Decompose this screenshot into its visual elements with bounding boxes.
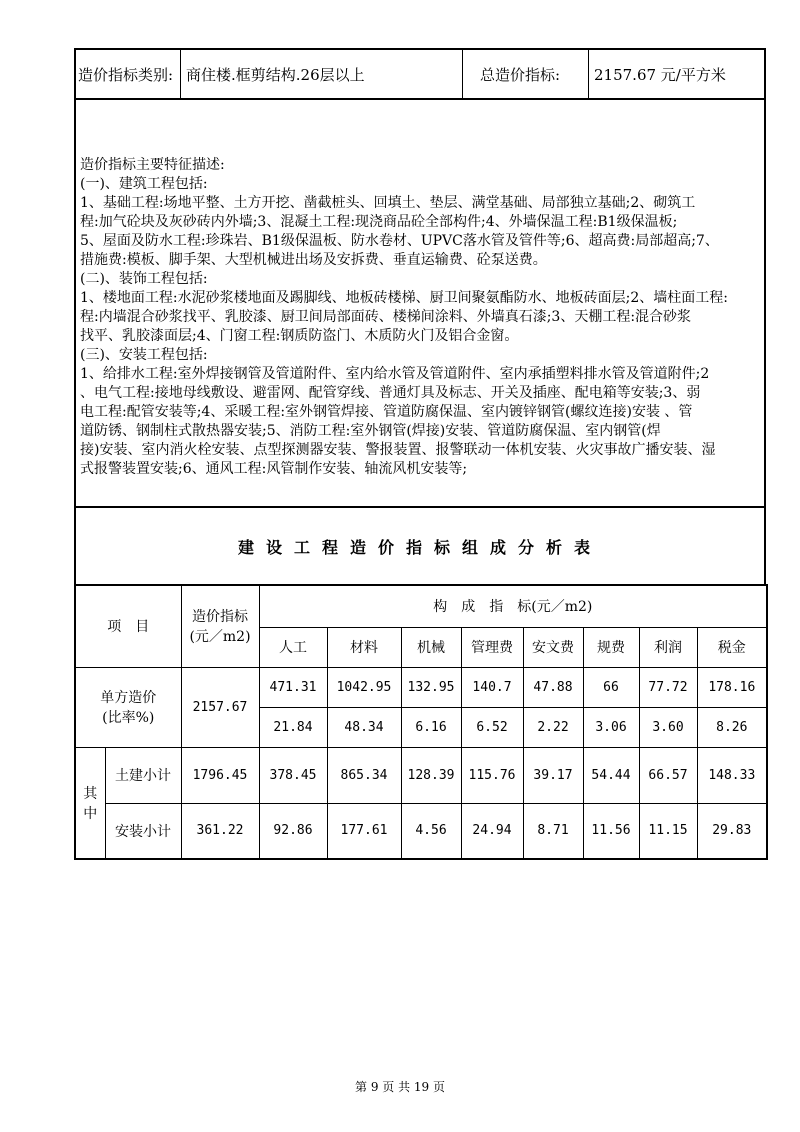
row-value-cell: 11.56 <box>583 803 639 859</box>
description-line: 程:内墙混合砂浆找平、乳胶漆、厨卫间局部面砖、楼梯间涂料、外墙真石漆;3、天棚工程:混合砂浆 <box>80 309 692 325</box>
description-line: 接)安装、室内消火栓安装、点型探测器安装、警报装置、报警联动一体机安装、火灾事故广播安装、湿 <box>80 442 716 458</box>
row-total: 361.22 <box>181 803 259 859</box>
item-header: 项 目 <box>75 585 181 667</box>
description-line: 找平、乳胶漆面层;4、门窗工程:钢质防盗门、木质防火门及铝合金窗。 <box>80 328 519 344</box>
description-text <box>80 156 760 479</box>
unit-cost-label <box>75 667 181 747</box>
row-value-cell: 66.57 <box>639 747 697 803</box>
ratio-value-cell: 48.34 <box>327 707 401 747</box>
description-line: 程:加气砼块及灰砂砖内外墙;3、混凝土工程:现浇商品砼全部构件;4、外墙保温工程:B1级保温板; <box>80 214 678 230</box>
unit-cost-label-ratio: (比率%) <box>102 710 155 726</box>
row-value-cell: 11.15 <box>639 803 697 859</box>
divider <box>588 50 589 98</box>
unit-value-cell: 471.31 <box>259 667 327 707</box>
row-value-cell: 8.71 <box>523 803 583 859</box>
unit-value-cell: 132.95 <box>401 667 461 707</box>
column-header: 利润 <box>639 627 697 667</box>
total-label: 总造价指标: <box>480 65 561 84</box>
row-value-cell: 24.94 <box>461 803 523 859</box>
row-value-cell: 92.86 <box>259 803 327 859</box>
description-box <box>74 98 766 508</box>
description-line: 式报警装置安装;6、通风工程:风管制作安装、轴流风机安装等; <box>80 461 468 477</box>
description-line: 造价指标主要特征描述: <box>80 157 225 173</box>
row-value-cell: 378.45 <box>259 747 327 803</box>
ratio-value-cell: 3.06 <box>583 707 639 747</box>
table-title: 建设工程造价指标组成分析表 <box>74 506 766 586</box>
unit-value-cell: 140.7 <box>461 667 523 707</box>
of-which-label <box>75 747 105 859</box>
description-line: 道防锈、钢制柱式散热器安装;5、消防工程:室外钢管(焊接)安装、管道防腐保温、室内钢管(焊 <box>80 423 661 439</box>
ratio-value-cell: 21.84 <box>259 707 327 747</box>
ratio-value-cell: 6.52 <box>461 707 523 747</box>
row-value-cell: 54.44 <box>583 747 639 803</box>
row-label: 安装小计 <box>105 803 181 859</box>
unit-cost-total: 2157.67 <box>181 667 259 747</box>
index-header <box>181 585 259 667</box>
of-which-char: 其 <box>83 785 98 802</box>
column-header: 规费 <box>583 627 639 667</box>
unit-value-cell: 178.16 <box>697 667 767 707</box>
ratio-value-cell: 2.22 <box>523 707 583 747</box>
unit-cost-label-line: 单方造价 <box>100 690 157 706</box>
row-value-cell: 148.33 <box>697 747 767 803</box>
row-value-cell: 177.61 <box>327 803 401 859</box>
unit-value-cell: 47.88 <box>523 667 583 707</box>
column-header: 材料 <box>327 627 401 667</box>
column-header: 人工 <box>259 627 327 667</box>
ratio-value-cell: 8.26 <box>697 707 767 747</box>
page-footer: 第 9 页 共 19 页 <box>355 1080 445 1094</box>
description-line: (一)、建筑工程包括: <box>80 176 208 192</box>
description-line: 、电气工程:接地母线敷设、避雷网、配管穿线、普通灯具及标志、开关及插座、配电箱等安装;3、弱 <box>80 385 701 401</box>
index-header-unit: (元／m2) <box>189 629 251 646</box>
row-total: 1796.45 <box>181 747 259 803</box>
column-header: 税金 <box>697 627 767 667</box>
composition-header: 构 成 指 标(元／m2) <box>259 585 767 627</box>
description-line: (二)、装饰工程包括: <box>80 271 208 287</box>
unit-value-cell: 77.72 <box>639 667 697 707</box>
ratio-value-cell: 6.16 <box>401 707 461 747</box>
unit-value-cell: 66 <box>583 667 639 707</box>
header-row <box>74 48 766 100</box>
row-value-cell: 4.56 <box>401 803 461 859</box>
description-line: 措施费:模板、脚手架、大型机械进出场及安拆费、垂直运输费、砼泵送费。 <box>80 252 547 268</box>
row-label: 土建小计 <box>105 747 181 803</box>
divider <box>180 50 181 98</box>
category-label: 造价指标类别: <box>78 65 174 84</box>
row-value-cell: 39.17 <box>523 747 583 803</box>
column-header: 机械 <box>401 627 461 667</box>
cost-analysis-table <box>74 584 768 860</box>
description-line: 1、给排水工程:室外焊接钢管及管道附件、室内给水管及管道附件、室内承插塑料排水管及管道附件;2 <box>80 366 710 382</box>
row-value-cell: 29.83 <box>697 803 767 859</box>
description-line: (三)、安装工程包括: <box>80 347 208 363</box>
of-which-char: 中 <box>83 805 98 822</box>
description-line: 1、楼地面工程:水泥砂浆楼地面及踢脚线、地板砖楼梯、厨卫间聚氨酯防水、地板砖面层;2、墙柱面工程: <box>80 290 728 306</box>
unit-value-cell: 1042.95 <box>327 667 401 707</box>
row-value-cell: 128.39 <box>401 747 461 803</box>
row-value-cell: 115.76 <box>461 747 523 803</box>
row-value-cell: 865.34 <box>327 747 401 803</box>
total-value: 2157.67 元/平方米 <box>594 65 726 84</box>
description-line: 1、基础工程:场地平整、土方开挖、凿截桩头、回填土、垫层、满堂基础、局部独立基础;2、砌筑工 <box>80 195 696 211</box>
index-header-line: 造价指标 <box>192 609 248 626</box>
column-header: 安文费 <box>523 627 583 667</box>
category-value: 商住楼.框剪结构.26层以上 <box>186 65 365 84</box>
description-line: 5、屋面及防水工程:珍珠岩、B1级保温板、防水卷材、UPVC落水管及管件等;6、超高费:局部超高;7、 <box>80 233 719 249</box>
ratio-value-cell: 3.60 <box>639 707 697 747</box>
divider <box>462 50 463 98</box>
description-line: 电工程:配管安装等;4、采暖工程:室外钢管焊接、管道防腐保温、室内镀锌钢管(螺纹连接)安装 、管 <box>80 404 693 420</box>
column-header: 管理费 <box>461 627 523 667</box>
